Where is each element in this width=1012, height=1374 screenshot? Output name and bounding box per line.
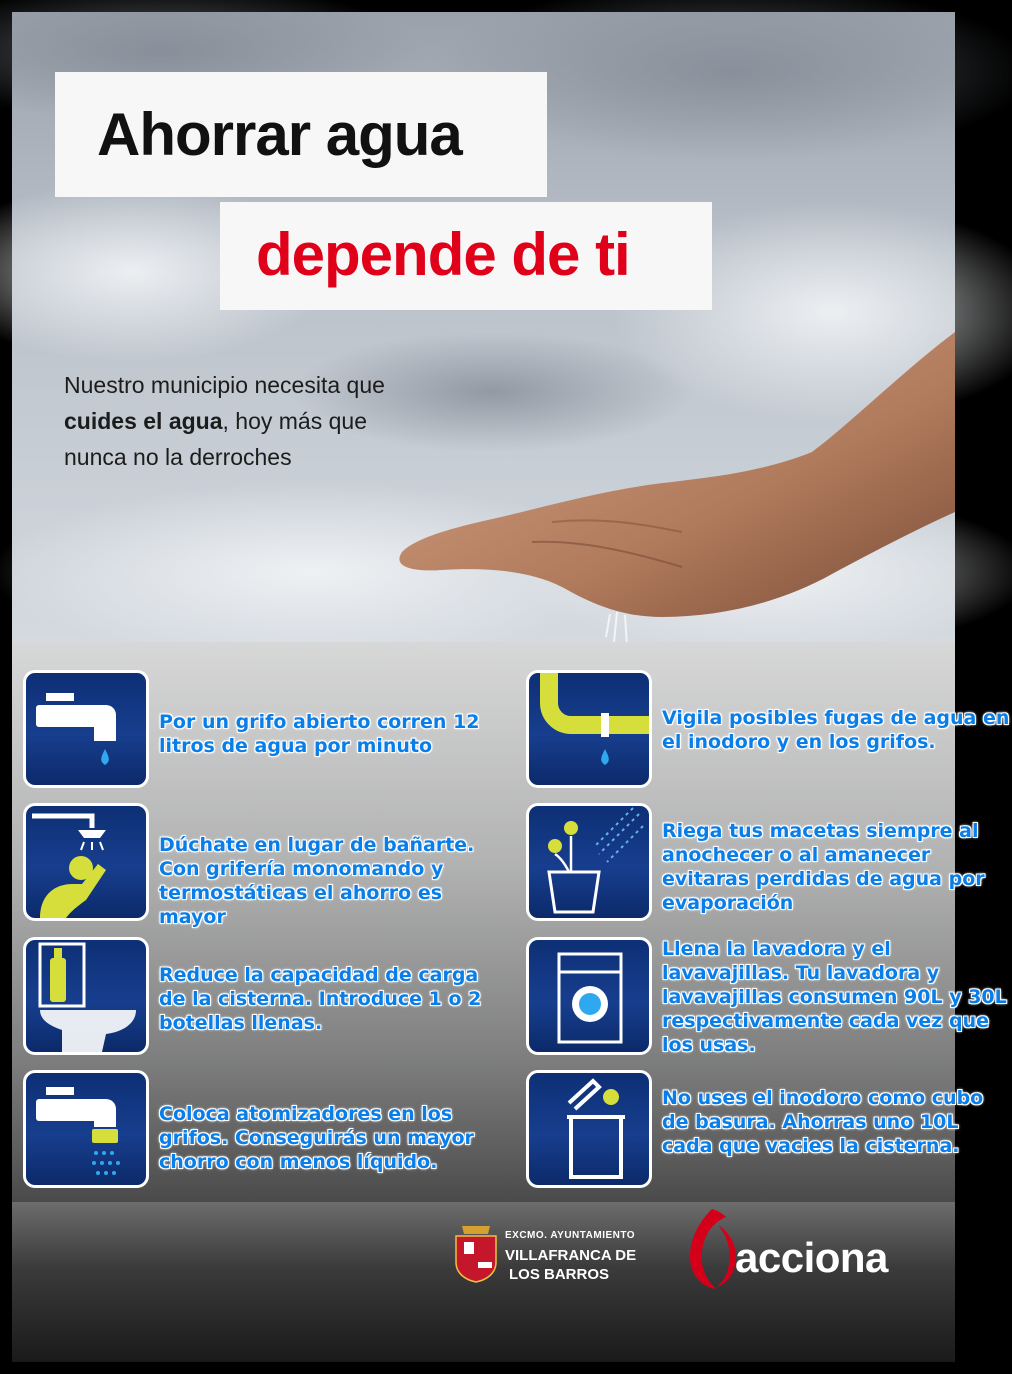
tap-aerator-icon (23, 1070, 149, 1188)
tip-text: Riega tus macetas siempre al anochecer o al amanecer evitaras perdidas de agua por evaporación (662, 820, 985, 914)
ayuntamiento-label: EXCMO. AYUNTAMIENTO (505, 1230, 636, 1241)
tip-card (23, 803, 493, 928)
shower-person-icon (23, 803, 149, 921)
intro-text (64, 367, 404, 475)
pipe-leak-icon (526, 670, 652, 788)
acciona-brand: acciona (735, 1234, 888, 1281)
tip-card (23, 670, 493, 795)
intro-part-1: Nuestro municipio necesita que (64, 372, 385, 398)
tip-card (23, 937, 493, 1062)
tip-text: Dúchate en lugar de bañarte. Con grifería monomando y termostáticas el ahorro es mayor (159, 834, 475, 928)
washing-machine-icon (526, 937, 652, 1055)
tip-text: Coloca atomizadores en los grifos. Conseguirás un mayor chorro con menos líquido. (159, 1103, 474, 1173)
tip-card (526, 803, 996, 928)
trash-bin-icon (526, 1070, 652, 1188)
title-line-2: depende de ti (256, 221, 630, 288)
tip-card (526, 670, 1010, 795)
tap-drip-icon (23, 670, 149, 788)
tip-card (526, 1070, 996, 1195)
tip-text: No uses el inodoro como cubo de basura. Ahorras uno 10L cada que vacies la cisterna. (662, 1087, 984, 1157)
municipal-coat-of-arms-icon (452, 1222, 500, 1284)
acciona-logo-icon (682, 1207, 742, 1292)
tip-text: Por un grifo abierto corren 12 litros de agua por minuto (159, 711, 480, 757)
ayuntamiento-line-2: LOS BARROS (509, 1266, 610, 1283)
tip-card (23, 1070, 493, 1195)
toilet-bottle-icon (23, 937, 149, 1055)
tip-text: Reduce la capacidad de carga de la cisterna. Introduce 1 o 2 botellas llenas. (159, 964, 482, 1034)
tip-card (526, 937, 1007, 1062)
intro-part-2: , hoy más que nunca no la derroches (64, 408, 367, 470)
watering-plant-icon (526, 803, 652, 921)
tip-text: Llena la lavadora y el lavavajillas. Tu lavadora y lavavajillas consumen 90L y 30L respectivamente cada vez que los usas. (662, 938, 1007, 1056)
intro-bold: cuides el agua (64, 408, 223, 434)
poster (12, 12, 1010, 1362)
hand-image (382, 312, 955, 652)
title-line-1: Ahorrar agua (97, 101, 462, 168)
tip-text: Vigila posibles fugas de agua en el inodoro y en los grifos. (662, 707, 1010, 753)
ayuntamiento-line-1: VILLAFRANCA DE (505, 1247, 637, 1264)
ayuntamiento-name (505, 1246, 645, 1284)
